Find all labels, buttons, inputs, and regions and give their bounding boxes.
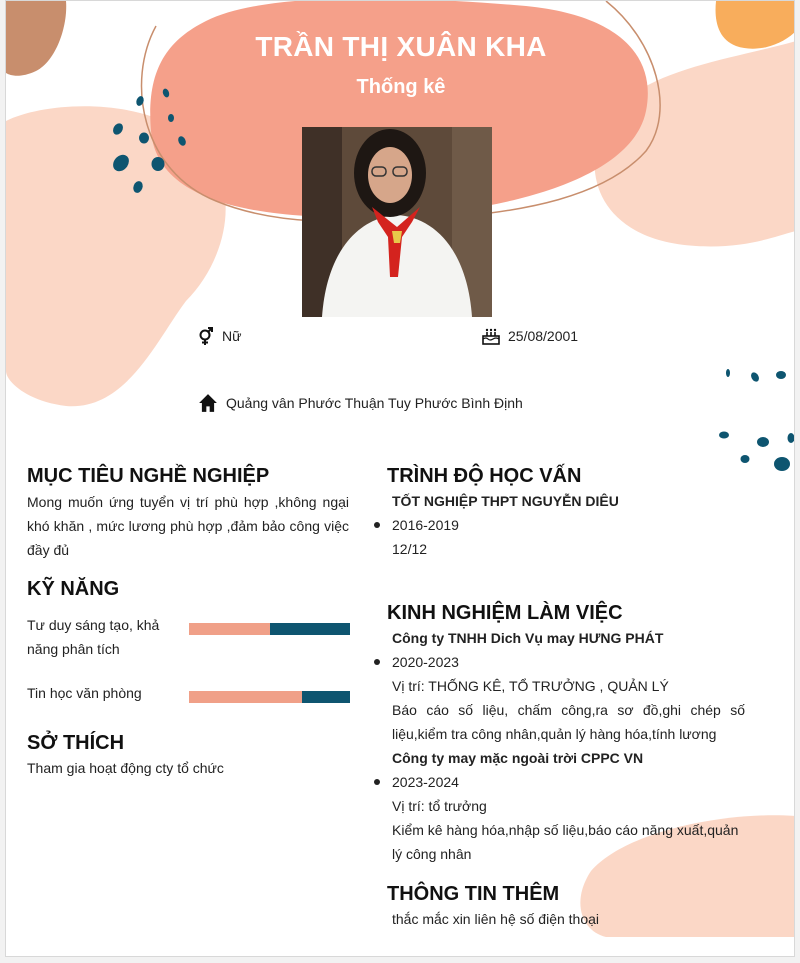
- job-1-company: Công ty TNHH Dich Vụ may HƯNG PHÁT: [392, 630, 664, 646]
- skill-bar-2: [189, 691, 350, 703]
- gender-info: [196, 327, 241, 345]
- experience-heading: KINH NGHIỆM LÀM VIỆC: [387, 602, 623, 624]
- job-2-company: Công ty may mặc ngoài trời CPPC VN: [392, 750, 644, 766]
- job-2-description: Kiểm kê hàng hóa,nhập số liệu,báo cáo năng xuất,quản lý công nhân: [392, 822, 739, 862]
- skills-heading: KỸ NĂNG: [27, 578, 120, 600]
- candidate-role: Thống kê: [356, 76, 446, 98]
- job-1-position: Vị trí: THỐNG KÊ, TỔ TRƯỞNG , QUẢN LÝ: [392, 678, 669, 694]
- gender-icon: [196, 327, 214, 345]
- skill-bar-fill-1: [189, 623, 270, 635]
- skill-label-2: Tin học văn phòng: [27, 685, 142, 701]
- address-value: Quảng vân Phước Thuận Tuy Phước Bình Định: [226, 395, 523, 411]
- skill-label-1: Tư duy sáng tạo, khả năng phân tích: [27, 617, 160, 657]
- job-1-bullet: [374, 659, 380, 665]
- skill-bar-rest-1: [270, 623, 350, 635]
- skill-bar-rest-2: [302, 691, 350, 703]
- education-grade: 12/12: [392, 541, 428, 557]
- profile-photo: [302, 127, 492, 317]
- objective-text: Mong muốn ứng tuyển vị trí phù hợp ,không ngại khó khăn , mức lương phù hợp ,đảm bảo công việc đầy đủ: [27, 494, 349, 558]
- job-2-bullet: [374, 779, 380, 785]
- birthday-info: [482, 327, 578, 345]
- hobbies-heading: SỞ THÍCH: [27, 732, 125, 754]
- job-2-position: Vị trí: tổ trưởng: [392, 798, 487, 814]
- birthday-value: 25/08/2001: [508, 328, 579, 344]
- address-info: [198, 393, 523, 413]
- hobbies-text: Tham gia hoạt động cty tổ chức: [27, 760, 224, 776]
- resume-page: [5, 0, 795, 957]
- education-school: TỐT NGHIỆP THPT NGUYỄN DIÊU: [392, 493, 619, 509]
- additional-heading: THÔNG TIN THÊM: [387, 883, 560, 905]
- home-icon: [198, 393, 218, 413]
- education-period: 2016-2019: [392, 517, 459, 533]
- person-photo-icon: [302, 127, 492, 317]
- candidate-name: TRẦN THỊ XUÂN KHA: [255, 31, 547, 62]
- teal-dots-right: [719, 369, 795, 471]
- cake-icon: [482, 327, 500, 345]
- education-bullet: [374, 522, 380, 528]
- job-1-description: Báo cáo số liệu, chấm công,ra sơ đồ,ghi chép số liệu,kiểm tra công nhân,quản lý hàng hóa,tính lương: [392, 702, 745, 742]
- objective-heading: MỤC TIÊU NGHỀ NGHIỆP: [27, 465, 270, 487]
- job-2-period: 2023-2024: [392, 774, 459, 790]
- gender-value: Nữ: [222, 328, 242, 344]
- job-1-period: 2020-2023: [392, 654, 459, 670]
- skill-bar-1: [189, 623, 350, 635]
- education-heading: TRÌNH ĐỘ HỌC VẤN: [387, 465, 582, 487]
- additional-text: thắc mắc xin liên hệ số điện thoại: [392, 911, 600, 927]
- skill-bar-fill-2: [189, 691, 302, 703]
